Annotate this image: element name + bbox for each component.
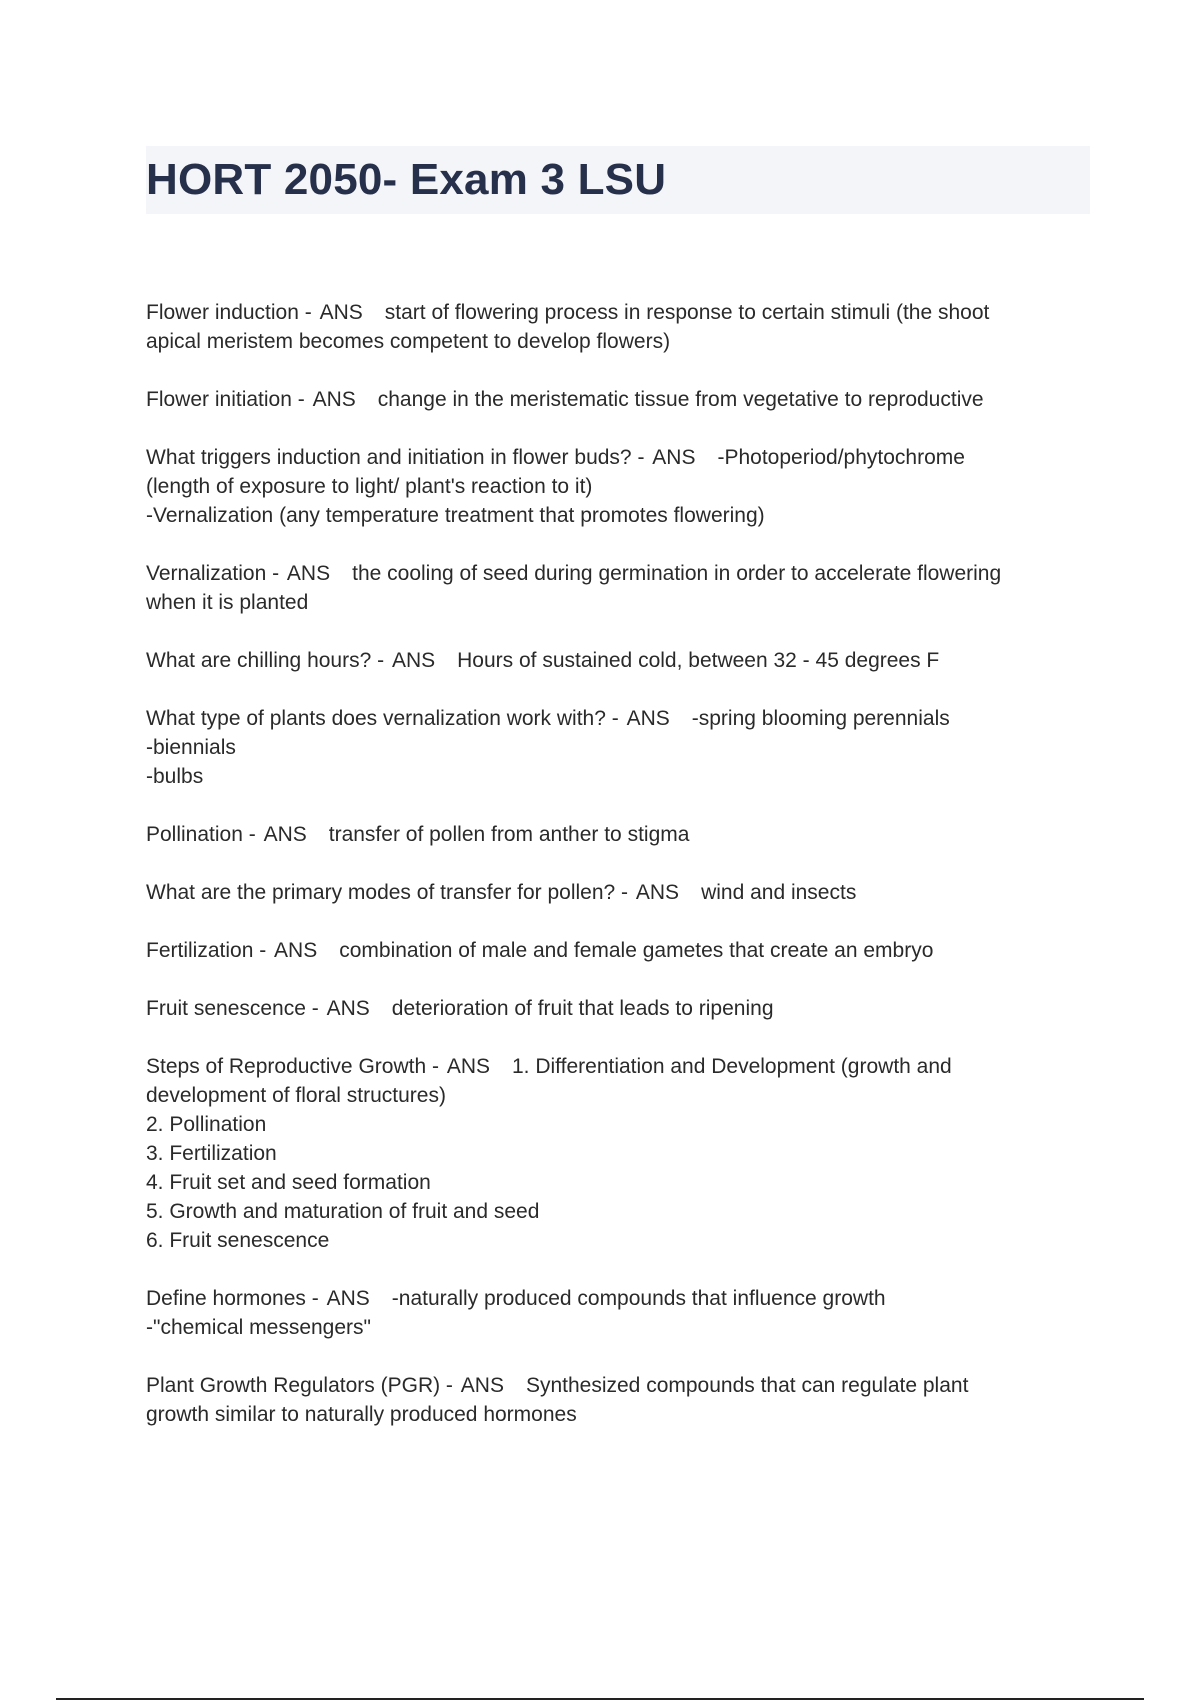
- qa-first-line: [146, 878, 1076, 907]
- qa-entry: [146, 298, 1076, 356]
- ans-marker: ANS: [326, 997, 370, 1020]
- answer-text: -naturally produced compounds that influence growth: [391, 1287, 886, 1310]
- answer-text: Hours of sustained cold, between 32 - 45 degrees F: [457, 649, 940, 672]
- ans-marker: ANS: [274, 939, 318, 962]
- question-text: Fruit senescence -: [146, 997, 325, 1020]
- answer-text: transfer of pollen from anther to stigma: [328, 823, 690, 846]
- qa-entry: [146, 1371, 1076, 1429]
- qa-first-line: [146, 559, 1076, 588]
- question-text: What are chilling hours? -: [146, 649, 390, 672]
- answer-continuation-line: -bulbs: [146, 765, 204, 788]
- qa-first-line: [146, 385, 1076, 414]
- ans-marker: ANS: [319, 301, 363, 324]
- qa-entry: [146, 704, 1076, 791]
- answer-text: combination of male and female gametes that create an embryo: [339, 939, 934, 962]
- answer-text: 1. Differentiation and Development (growth and: [512, 1055, 952, 1078]
- qa-first-line: [146, 1371, 1076, 1400]
- answer-continuation-line: 5. Growth and maturation of fruit and seed: [146, 1200, 540, 1223]
- question-text: What are the primary modes of transfer for pollen? -: [146, 881, 634, 904]
- question-text: Steps of Reproductive Growth -: [146, 1055, 445, 1078]
- qa-entry: [146, 936, 1076, 965]
- ans-marker: ANS: [391, 649, 436, 672]
- question-text: Define hormones -: [146, 1287, 325, 1310]
- question-text: Pollination -: [146, 823, 262, 846]
- qa-entry: [146, 1284, 1076, 1342]
- qa-first-line: [146, 443, 1076, 472]
- qa-entry: [146, 878, 1076, 907]
- ans-marker: ANS: [263, 823, 307, 846]
- qa-first-line: [146, 1284, 1076, 1313]
- qa-first-line: [146, 646, 1076, 675]
- answer-continuation-line: when it is planted: [146, 591, 309, 614]
- qa-entry: [146, 994, 1076, 1023]
- answer-text: change in the meristematic tissue from vegetative to reproductive: [377, 388, 984, 411]
- answer-continuation-line: 3. Fertilization: [146, 1142, 277, 1165]
- ans-marker: ANS: [326, 1287, 370, 1310]
- answer-text: start of flowering process in response to certain stimuli (the shoot: [384, 301, 990, 324]
- answer-continuation-line: 2. Pollination: [146, 1113, 267, 1136]
- answer-text: -Photoperiod/phytochrome: [717, 446, 965, 469]
- qa-first-line: [146, 1052, 1076, 1081]
- answer-continuation-line: 4. Fruit set and seed formation: [146, 1171, 431, 1194]
- ans-marker: ANS: [312, 388, 356, 411]
- qa-list: [146, 298, 1076, 1458]
- answer-continuation-line: -biennials: [146, 736, 236, 759]
- question-text: What type of plants does vernalization work with? -: [146, 707, 625, 730]
- qa-entry: [146, 385, 1076, 414]
- qa-first-line: [146, 298, 1076, 327]
- qa-first-line: [146, 704, 1076, 733]
- ans-marker: ANS: [460, 1374, 504, 1397]
- qa-first-line: [146, 820, 1076, 849]
- qa-first-line: [146, 936, 1076, 965]
- qa-entry: [146, 1052, 1076, 1255]
- ans-marker: ANS: [652, 446, 696, 469]
- ans-marker: ANS: [635, 881, 680, 904]
- answer-text: deterioration of fruit that leads to ripening: [391, 997, 774, 1020]
- question-text: Plant Growth Regulators (PGR) -: [146, 1374, 459, 1397]
- qa-entry: [146, 443, 1076, 530]
- answer-text: Synthesized compounds that can regulate plant: [525, 1374, 969, 1397]
- ans-marker: ANS: [446, 1055, 490, 1078]
- answer-continuation-line: -"chemical messengers": [146, 1316, 371, 1339]
- answer-text: -spring blooming perennials: [691, 707, 950, 730]
- qa-entry: [146, 646, 1076, 675]
- answer-continuation-line: -Vernalization (any temperature treatment that promotes flowering): [146, 504, 765, 527]
- qa-first-line: [146, 994, 1076, 1023]
- qa-entry: [146, 559, 1076, 617]
- qa-entry: [146, 820, 1076, 849]
- answer-continuation-line: 6. Fruit senescence: [146, 1229, 330, 1252]
- answer-continuation-line: growth similar to naturally produced hormones: [146, 1403, 577, 1426]
- answer-continuation-line: (length of exposure to light/ plant's reaction to it): [146, 475, 593, 498]
- question-text: Flower induction -: [146, 301, 318, 324]
- question-text: Vernalization -: [146, 562, 285, 585]
- answer-continuation-line: development of floral structures): [146, 1084, 446, 1107]
- answer-text: wind and insects: [701, 881, 857, 904]
- answer-continuation-line: apical meristem becomes competent to develop flowers): [146, 330, 671, 353]
- answer-text: the cooling of seed during germination in order to accelerate flowering: [352, 562, 1002, 585]
- question-text: Flower initiation -: [146, 388, 311, 411]
- question-text: Fertilization -: [146, 939, 273, 962]
- page-title: HORT 2050- Exam 3 LSU: [146, 155, 667, 204]
- ans-marker: ANS: [626, 707, 670, 730]
- ans-marker: ANS: [286, 562, 331, 585]
- question-text: What triggers induction and initiation in flower buds? -: [146, 446, 651, 469]
